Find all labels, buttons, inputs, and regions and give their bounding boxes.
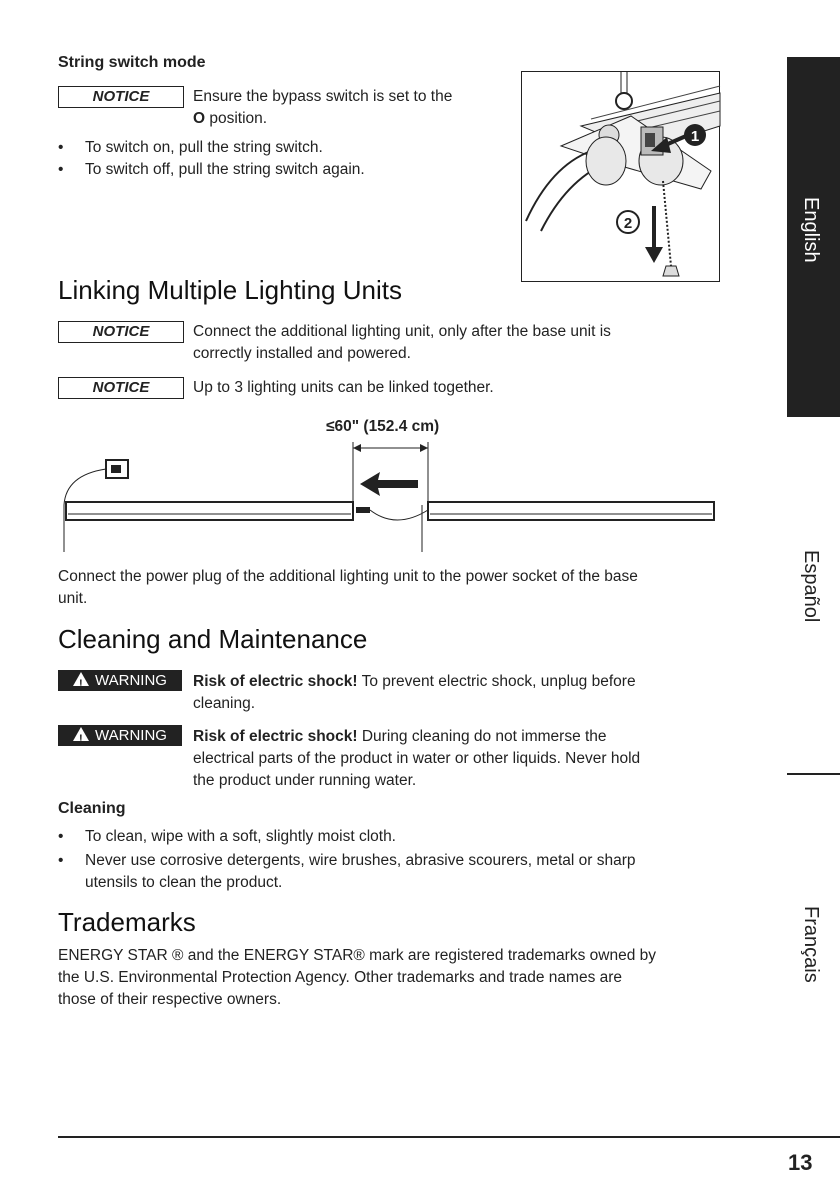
- trademarks-line3: those of their respective owners.: [58, 991, 282, 1008]
- bullet-line2: utensils to clean the product.: [85, 874, 283, 891]
- warning-symbol: !: [79, 678, 83, 690]
- notice-badge: NOTICE: [58, 321, 184, 343]
- notice-text-line2: correctly installed and powered.: [193, 345, 411, 362]
- warning-badge: [58, 725, 182, 746]
- trademarks-text: [58, 945, 656, 1011]
- bullet-text: To switch on, pull the string switch.: [85, 139, 323, 156]
- sub-heading-cleaning: Cleaning: [58, 800, 126, 817]
- warning-line3: the product under running water.: [193, 772, 417, 789]
- linking-caption: [58, 566, 638, 610]
- warning-triangle-icon: [73, 727, 89, 745]
- notice-text: Up to 3 lighting units can be linked together.: [193, 379, 494, 396]
- notice-bold-position: O: [193, 110, 206, 127]
- notice-badge: NOTICE: [58, 377, 184, 399]
- bullet-switch-off: • To switch off, pull the string switch again.: [58, 159, 365, 181]
- warning-text: [193, 671, 636, 715]
- warning-triangle-icon: [73, 672, 89, 690]
- caption-line2: unit.: [58, 590, 88, 607]
- side-tab-label: English: [800, 197, 822, 263]
- warning-text: [193, 726, 640, 792]
- figure-marker-1-label: 1: [690, 128, 700, 145]
- warning-symbol: !: [79, 733, 83, 745]
- side-tab-label: Français: [800, 906, 822, 983]
- side-tab-espanol[interactable]: [787, 530, 840, 670]
- notice-text-line1: Ensure the bypass switch is set to the: [193, 88, 453, 105]
- notice-text-line2: position.: [205, 110, 268, 127]
- bullet-line1: Never use corrosive detergents, wire brushes, abrasive scourers, metal or sharp: [85, 852, 636, 869]
- bullet-text: [85, 850, 636, 894]
- warning-line1: To prevent electric shock, unplug before: [357, 673, 636, 690]
- bullet-text: To clean, wipe with a soft, slightly moist cloth.: [85, 828, 396, 845]
- caption-line1: Connect the power plug of the additional lighting unit to the power socket of the base: [58, 568, 638, 585]
- warning-line1: During cleaning do not immerse the: [357, 728, 607, 745]
- page-number: 13: [788, 1150, 813, 1175]
- warning-line2: cleaning.: [193, 695, 256, 712]
- section-heading-cleaning: Cleaning and Maintenance: [58, 624, 368, 654]
- notice-text: [193, 321, 611, 365]
- string-switch-illustration: [521, 71, 721, 283]
- distance-label: ≤60" (152.4 cm): [326, 418, 440, 435]
- warning-label: WARNING: [95, 672, 167, 689]
- warning-bold: Risk of electric shock!: [193, 728, 358, 745]
- linking-diagram: [56, 440, 722, 556]
- section-heading-string-switch: String switch mode: [58, 54, 206, 71]
- bullet-switch-on: • To switch on, pull the string switch.: [58, 137, 323, 159]
- section-heading-linking: Linking Multiple Lighting Units: [58, 275, 402, 305]
- trademarks-line1: ENERGY STAR ® and the ENERGY STAR® mark are registered trademarks owned by: [58, 947, 656, 964]
- notice-text: [193, 86, 452, 130]
- footer-rule: [58, 1136, 840, 1138]
- warning-badge: [58, 670, 182, 691]
- section-heading-trademarks: Trademarks: [58, 907, 196, 937]
- side-tab-english[interactable]: [787, 57, 840, 417]
- bullet-clean: • To clean, wipe with a soft, slightly moist cloth.: [58, 826, 396, 848]
- side-divider: [787, 773, 840, 775]
- trademarks-line2: the U.S. Environmental Protection Agency. Other trademarks and trade names are: [58, 969, 623, 986]
- side-tab-francais[interactable]: [787, 890, 840, 1030]
- warning-label: WARNING: [95, 727, 167, 744]
- warning-bold: Risk of electric shock!: [193, 673, 358, 690]
- bullet-never-use: • Never use corrosive detergents, wire brushes, abrasive scourers, metal or sharp utensils to clean the product.: [58, 850, 636, 894]
- side-tab-label: Español: [800, 550, 822, 623]
- figure-marker-2-label: 2: [623, 215, 633, 232]
- warning-line2: electrical parts of the product in water or other liquids. Never hold: [193, 750, 641, 767]
- notice-text-line1: Connect the additional lighting unit, only after the base unit is: [193, 323, 611, 340]
- bullet-text: To switch off, pull the string switch again.: [85, 161, 365, 178]
- notice-badge: NOTICE: [58, 86, 184, 108]
